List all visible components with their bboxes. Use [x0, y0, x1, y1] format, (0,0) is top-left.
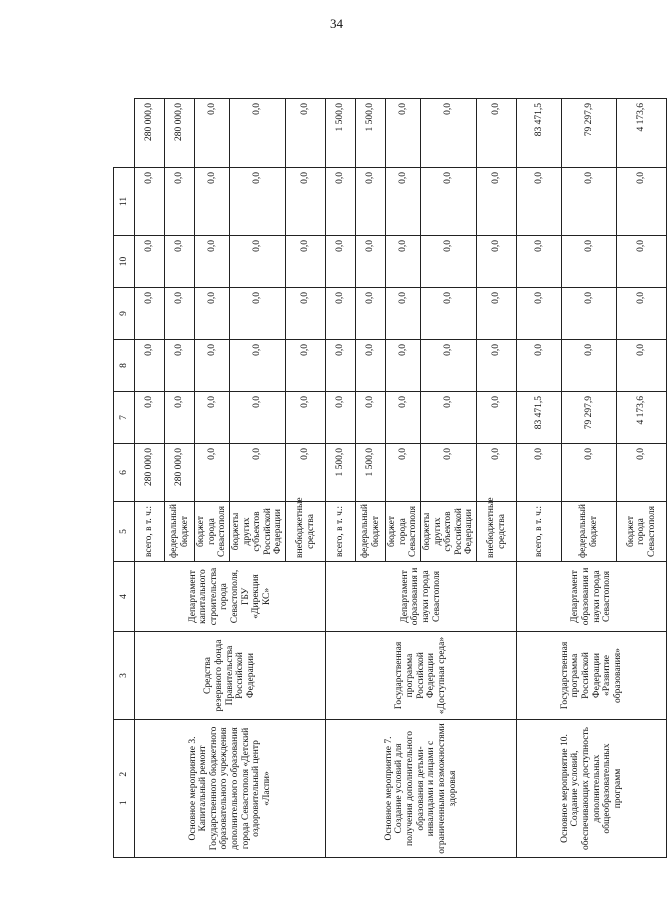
program-name: Государственная программа Российской Федерации «Доступная среда» [326, 632, 517, 720]
value-cell-v10: 0,0 [386, 168, 421, 236]
value-cell-v6: 0,0 [195, 392, 230, 444]
value-cell-v7: 0,0 [386, 340, 421, 392]
header-col-8: 8 [114, 340, 135, 392]
value-cell-v10: 0,0 [356, 168, 386, 236]
value-cell-v11: 1 500,0 [356, 99, 386, 168]
value-cell-v10: 0,0 [562, 168, 617, 236]
value-cell-v5: 0,0 [195, 444, 230, 502]
value-cell-v9: 0,0 [286, 236, 326, 288]
header-col-5: 5 [114, 502, 135, 562]
funding-source: внебюджетные средства [477, 502, 517, 562]
funding-source: всего, в т. ч.: [326, 502, 356, 562]
value-cell-v11: 280 000,0 [165, 99, 195, 168]
value-cell-v7: 0,0 [195, 340, 230, 392]
value-cell-v6: 0,0 [356, 392, 386, 444]
value-cell-v10: 0,0 [420, 168, 476, 236]
value-cell-v10: 0,0 [617, 168, 667, 236]
value-cell-v8: 0,0 [477, 288, 517, 340]
value-cell-v9: 0,0 [165, 236, 195, 288]
funding-source: бюджеты других субъектов Российской Федерации [229, 502, 285, 562]
value-cell-v10: 0,0 [135, 168, 165, 236]
value-cell-v8: 0,0 [562, 288, 617, 340]
value-cell-v7: 0,0 [517, 340, 562, 392]
value-cell-v7: 0,0 [229, 340, 285, 392]
value-cell-v5: 0,0 [517, 444, 562, 502]
value-cell-v11: 0,0 [477, 99, 517, 168]
value-cell-v11: 0,0 [386, 99, 421, 168]
value-cell-v6: 4 173,6 [617, 392, 667, 444]
value-cell-v5: 1 500,0 [356, 444, 386, 502]
value-cell-v9: 0,0 [617, 236, 667, 288]
value-cell-v11: 0,0 [286, 99, 326, 168]
funding-source: бюджеты других субъектов Российской Федерации [420, 502, 476, 562]
value-cell-v5: 280 000,0 [135, 444, 165, 502]
value-cell-v8: 0,0 [135, 288, 165, 340]
value-cell-v6: 0,0 [326, 392, 356, 444]
value-cell-v11: 280 000,0 [135, 99, 165, 168]
header-col-9: 9 [114, 288, 135, 340]
value-cell-v10: 0,0 [326, 168, 356, 236]
table-row [326, 99, 356, 858]
value-cell-v9: 0,0 [229, 236, 285, 288]
value-cell-v9: 0,0 [517, 236, 562, 288]
value-cell-v5: 280 000,0 [165, 444, 195, 502]
value-cell-v11: 1 500,0 [326, 99, 356, 168]
value-cell-v8: 0,0 [286, 288, 326, 340]
value-cell-v7: 0,0 [165, 340, 195, 392]
value-cell-v5: 0,0 [229, 444, 285, 502]
value-cell-v11: 79 297,9 [562, 99, 617, 168]
value-cell-v10: 0,0 [517, 168, 562, 236]
funding-source: бюджет города Севастополя [617, 502, 667, 562]
value-cell-v11: 83 471,5 [517, 99, 562, 168]
funding-source: федеральный бюджет [356, 502, 386, 562]
value-cell-v7: 0,0 [326, 340, 356, 392]
value-cell-v7: 0,0 [135, 340, 165, 392]
value-cell-v11: 4 173,6 [617, 99, 667, 168]
rotated-table-container [113, 98, 657, 858]
value-cell-v10: 0,0 [229, 168, 285, 236]
value-cell-v9: 0,0 [477, 236, 517, 288]
value-cell-v9: 0,0 [356, 236, 386, 288]
executor-name: Департамент образования и науки города Севастополя [517, 562, 667, 632]
value-cell-v8: 0,0 [386, 288, 421, 340]
funding-source: федеральный бюджет [562, 502, 617, 562]
header-col-3: 3 [114, 632, 135, 720]
value-cell-v8: 0,0 [356, 288, 386, 340]
value-cell-v9: 0,0 [326, 236, 356, 288]
value-cell-v8: 0,0 [617, 288, 667, 340]
value-cell-v6: 0,0 [165, 392, 195, 444]
header-row [114, 99, 135, 858]
executor-name: Департамент образования и науки города Севастополя [326, 562, 517, 632]
header-col-11: 11 [114, 168, 135, 236]
value-cell-v5: 0,0 [420, 444, 476, 502]
table-row [135, 99, 165, 858]
value-cell-v8: 0,0 [420, 288, 476, 340]
activity-name: Основное мероприятие 3. Капитальный ремонт Государственного бюджетного образовательного учреждения дополнительного образования города Севастополя «Детский оздоровительный центр «Ласпи» [135, 720, 326, 858]
header-col-1-2: 1 2 [114, 720, 135, 858]
value-cell-v5: 0,0 [562, 444, 617, 502]
table-row [517, 99, 562, 858]
value-cell-v10: 0,0 [165, 168, 195, 236]
funding-source: внебюджетные средства [286, 502, 326, 562]
value-cell-v9: 0,0 [135, 236, 165, 288]
value-cell-v9: 0,0 [195, 236, 230, 288]
header-col-10: 10 [114, 236, 135, 288]
activity-name: Основное мероприятие 10. Создание условий, обеспечивающих доступность дополнительных общеобразовательных программ [517, 720, 667, 858]
funding-source: федеральный бюджет [165, 502, 195, 562]
value-cell-v6: 0,0 [477, 392, 517, 444]
funding-source: бюджет города Севастополя [195, 502, 230, 562]
header-col-6: 6 [114, 444, 135, 502]
value-cell-v9: 0,0 [562, 236, 617, 288]
value-cell-v7: 0,0 [356, 340, 386, 392]
value-cell-v10: 0,0 [195, 168, 230, 236]
page-number: 34 [330, 16, 343, 31]
funding-source: всего, в т. ч.: [517, 502, 562, 562]
value-cell-v11: 0,0 [229, 99, 285, 168]
value-cell-v5: 0,0 [386, 444, 421, 502]
value-cell-v8: 0,0 [517, 288, 562, 340]
value-cell-v6: 0,0 [420, 392, 476, 444]
funding-table [113, 98, 667, 858]
value-cell-v5: 0,0 [477, 444, 517, 502]
executor-name: Департамент капитального строительства города Севастополя, ГБУ «Дирекция КС» [135, 562, 326, 632]
value-cell-v7: 0,0 [286, 340, 326, 392]
value-cell-v7: 0,0 [420, 340, 476, 392]
value-cell-v7: 0,0 [617, 340, 667, 392]
value-cell-v10: 0,0 [477, 168, 517, 236]
value-cell-v10: 0,0 [286, 168, 326, 236]
funding-source: бюджет города Севастополя [386, 502, 421, 562]
value-cell-v6: 0,0 [135, 392, 165, 444]
value-cell-v7: 0,0 [562, 340, 617, 392]
value-cell-v11: 0,0 [195, 99, 230, 168]
funding-source: всего, в т. ч.: [135, 502, 165, 562]
value-cell-v6: 0,0 [386, 392, 421, 444]
value-cell-v7: 0,0 [477, 340, 517, 392]
program-name: Государственная программа Российской Федерации «Развитие образования» [517, 632, 667, 720]
value-cell-v6: 0,0 [229, 392, 285, 444]
value-cell-v9: 0,0 [386, 236, 421, 288]
program-name: Средства резервного фонда Правительства Российской Федерации [135, 632, 326, 720]
value-cell-v11: 0,0 [420, 99, 476, 168]
value-cell-v6: 83 471,5 [517, 392, 562, 444]
value-cell-v5: 0,0 [286, 444, 326, 502]
value-cell-v5: 0,0 [617, 444, 667, 502]
activity-name: Основное мероприятие 7. Создание условий для получения дополнительного образования детьми-инвалидами и лицами с ограниченными возможностями здоровья [326, 720, 517, 858]
value-cell-v8: 0,0 [165, 288, 195, 340]
header-col-7: 7 [114, 392, 135, 444]
value-cell-v5: 1 500,0 [326, 444, 356, 502]
value-cell-v9: 0,0 [420, 236, 476, 288]
value-cell-v6: 0,0 [286, 392, 326, 444]
value-cell-v8: 0,0 [326, 288, 356, 340]
value-cell-v6: 79 297,9 [562, 392, 617, 444]
value-cell-v8: 0,0 [229, 288, 285, 340]
header-col-4: 4 [114, 562, 135, 632]
value-cell-v8: 0,0 [195, 288, 230, 340]
